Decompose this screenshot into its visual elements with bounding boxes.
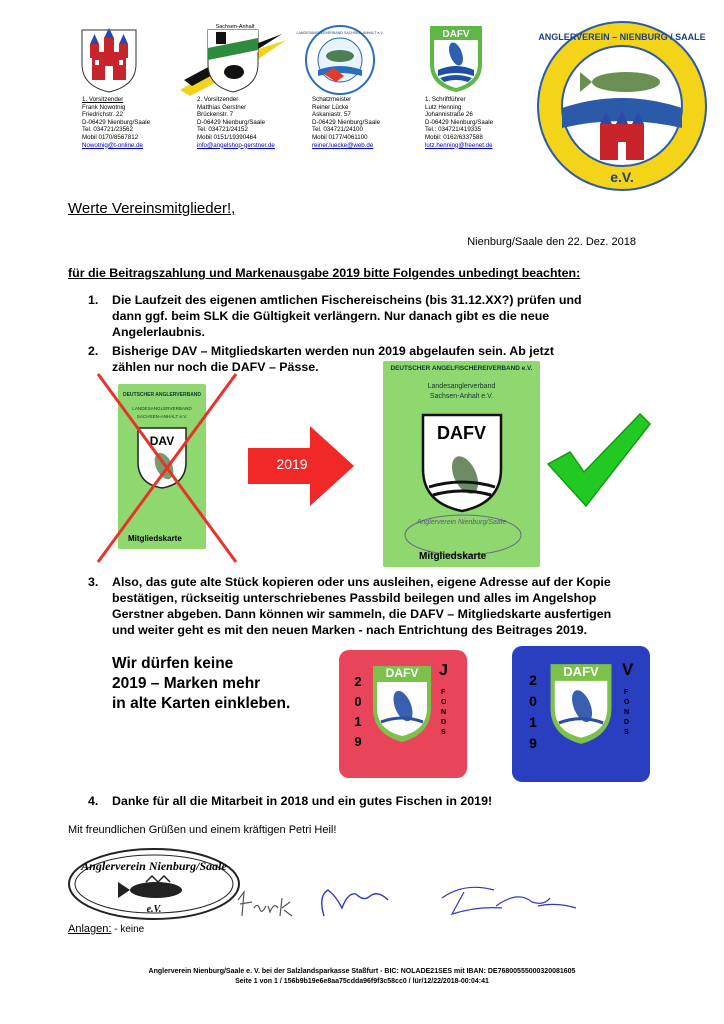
attachments-value: - keine <box>111 924 145 935</box>
list-item-line: Gerstner abgeben. Dann können wir sammeln, die DAFV – Mitgliedskarte ausfertigen <box>112 607 612 621</box>
seal-ring-text: LANDESANGLERVERBAND SACHSEN-ANHALT e.V. <box>296 31 384 35</box>
salutation: Werte Vereinsmitglieder!, <box>68 200 236 217</box>
contact-street: Askaniastr. 57 <box>312 111 351 119</box>
contact-mobile: Mobil 0177/4061100 <box>312 133 368 141</box>
contact-phone: Tel. 034721/24100 <box>312 126 363 134</box>
list-item-number: 4. <box>88 794 99 808</box>
contact-name: Matthias Gerstner <box>197 103 247 111</box>
contact-role: 1. Vorsitzender <box>82 96 124 103</box>
list-item-line: Danke für all die Mitarbeit in 2018 und ein gutes Fischen in 2019! <box>112 794 493 808</box>
stamp-letter: J <box>439 662 448 679</box>
contact-city: D-06429 Nienburg/Saale <box>425 118 494 126</box>
stamp-fonds-letter: S <box>441 729 446 736</box>
contact-role: Schatzmeister <box>312 96 352 103</box>
new-card-line2: Landesanglerverband <box>427 383 496 390</box>
contact-email-link[interactable]: info@angelshop-gerstner.de <box>197 141 275 149</box>
contact-email-link[interactable]: Nowotnig@t-online.de <box>82 141 143 149</box>
stamp-fonds-letter: N <box>624 709 630 716</box>
anglerverein-nienburg-seal <box>534 18 710 194</box>
stamp-note-line: 2019 – Marken mehr <box>112 675 261 692</box>
new-card-line3: Sachsen-Anhalt e.V. <box>429 393 494 400</box>
list-item-line: bestätigen, rückseitig unterschriebenes Passbild beilegen und alles im Angelshop <box>112 591 597 605</box>
list-item-line: zählen nur noch die DAFV – Pässe. <box>112 360 319 374</box>
contact-role: 2. Vorsitzender <box>197 96 239 103</box>
stamp-j-fonds <box>339 650 467 778</box>
contact-mobile: Mobil 0151/19390464 <box>197 133 257 141</box>
stamp-fonds-letter: D <box>624 719 630 726</box>
contact-city: D-06429 Nienburg/Saale <box>197 118 266 126</box>
contact-mobile: Mobil: 0162/6337588 <box>425 133 483 141</box>
list-item-number: 3. <box>88 575 99 589</box>
stamp-fonds <box>624 688 634 738</box>
notice-heading: für die Beitragszahlung und Markenausgabe 2019 bitte Folgendes unbedingt beachten: <box>68 266 581 280</box>
list-item-line: Angelerlaubnis. <box>112 325 205 339</box>
contact-street: Brückenstr. 7 <box>197 111 234 119</box>
old-card-line2: LANDESANGLERVERBAND <box>132 406 192 411</box>
stamp-fonds-letter: F <box>441 689 446 696</box>
stamp-year-digit: 1 <box>354 714 362 729</box>
list-item-line: Also, das gute alte Stück kopieren oder uns ausleihen, eigene Adresse auf der Kopie <box>112 575 611 589</box>
stamp-v-fonds <box>512 646 650 782</box>
stamp-note-line: Wir dürfen keine <box>112 655 234 672</box>
stamp-year-digit: 1 <box>529 714 537 730</box>
list-item-line: dann ggf. beim SLK die Gültigkeit verlängern. Nur danach gibt es die neue <box>112 309 550 323</box>
club-seal-suffix: e.V. <box>610 169 634 185</box>
new-card-logo: DAFV <box>437 423 486 443</box>
sachsen-anhalt-label: Sachsen-Anhalt <box>215 24 255 30</box>
contact-role: 1. Schriftführer <box>425 96 466 103</box>
stamp-logo-text: DAFV <box>385 666 419 680</box>
stamp-fonds-letter: D <box>441 719 447 726</box>
stamp-year <box>351 672 365 752</box>
list-item-text <box>112 292 582 340</box>
checkmark-icon <box>544 410 654 510</box>
list-item-text <box>112 793 492 809</box>
stamp-fonds-letter: N <box>441 709 447 716</box>
dafv-logo <box>428 24 484 94</box>
stamp-year-digit: 0 <box>529 693 537 709</box>
new-card-line1: DEUTSCHER ANGELFISCHEREIVERBAND e.V. <box>390 365 533 372</box>
contact-email-link[interactable]: reiner.luecke@web.de <box>312 141 374 149</box>
attachments-label: Anlagen: <box>68 923 112 935</box>
signature-scribbles <box>232 872 592 924</box>
red-cross-icon <box>92 368 242 568</box>
page-footer: Seite 1 von 1 / 156b9b19e6e8aa75cdda96f9f3c58cc0 / lür/12/22/2018-00:04:41 <box>235 978 489 985</box>
stamp-note <box>112 654 332 714</box>
stamp-fonds-letter: O <box>624 699 630 706</box>
contact-phone: Tel. 034721/24152 <box>197 126 248 134</box>
stamp-fonds-letter: S <box>624 729 629 736</box>
contact-phone: Tel.: 034721/419335 <box>425 126 482 134</box>
stamp-fonds <box>441 688 451 738</box>
contact-vorsitzender-2 <box>197 96 307 149</box>
dafv-logo-text: DAFV <box>442 29 470 40</box>
contact-mobile: Mobil 0170/8567812 <box>82 133 139 141</box>
arrow-label: 2019 <box>276 456 308 472</box>
dateline: Nienburg/Saale den 22. Dez. 2018 <box>467 236 636 248</box>
sachsen-anhalt-crest <box>178 20 288 96</box>
club-signature-stamp <box>66 846 242 922</box>
list-item-line: Bisherige DAV – Mitgliedskarten werden nun 2019 abgelaufen sein. Ab jetzt <box>112 344 555 358</box>
club-seal-text: ANGLERVEREIN – NIENBURG / SAALE <box>538 32 706 42</box>
stamp-letter: V <box>622 660 634 679</box>
attachments-line <box>68 923 144 935</box>
list-item-line: Die Laufzeit des eigenen amtlichen Fischereischeins (bis 31.12.XX?) prüfen und <box>112 293 582 307</box>
signature-stamp-top: Anglerverein Nienburg/Saale <box>81 859 227 873</box>
contact-phone: Tel. 034721/23562 <box>82 126 133 134</box>
contact-city: D-06429 Nienburg/Saale <box>82 118 151 126</box>
stamp-fonds-letter: O <box>441 699 447 706</box>
stamp-logo-text: DAFV <box>563 664 599 679</box>
contact-schatzmeister <box>312 96 422 149</box>
signature-stamp-bottom: e.V. <box>146 904 162 915</box>
stamp-year-digit: 9 <box>529 735 537 751</box>
stamp-year-digit: 2 <box>354 674 362 689</box>
contact-schriftfuehrer <box>425 96 535 149</box>
list-item-number: 2. <box>88 344 99 358</box>
stamp-year-digit: 0 <box>354 694 362 709</box>
contact-name: Frank Nowotnig <box>82 103 126 111</box>
nienburg-crest <box>78 26 140 94</box>
new-dafv-card <box>383 361 540 567</box>
greeting: Mit freundlichen Grüßen und einem kräftigen Petri Heil! <box>68 824 337 836</box>
contact-vorsitzender-1 <box>82 96 192 149</box>
stamp-fonds-letter: F <box>624 689 629 696</box>
list-item-text <box>112 574 611 638</box>
old-card-line3: SACHSEN-ANHALT e.V. <box>136 414 188 419</box>
contact-name: Reiner Lücke <box>312 103 349 111</box>
contact-street: Johannistraße 26 <box>425 111 473 119</box>
list-item-line: und weiter geht es mit den neuen Marken - nach Entrichtung des Beitrages 2019. <box>112 623 588 637</box>
new-card-footer: Mitgliedskarte <box>419 551 487 562</box>
contact-city: D-06429 Nienburg/Saale <box>312 118 381 126</box>
stamp-note-line: in alte Karten einkleben. <box>112 695 291 712</box>
old-card-logo: DAV <box>149 434 175 448</box>
contact-street: Friedrichstr. 22 <box>82 111 123 119</box>
bank-footer: Anglerverein Nienburg/Saale e. V. bei der Salzlandsparkasse Staßfurt - BIC: NOLADE21SES mit IBAN: DE76800555000320081605 <box>148 968 576 975</box>
old-card-line1: DEUTSCHER ANGLERVERBAND <box>122 392 202 398</box>
old-card-footer: Mitgliedskarte <box>128 534 182 543</box>
new-card-stamp-text: Anglerverein Nienburg/Saale <box>416 519 507 526</box>
stamp-year-digit: 2 <box>529 672 537 688</box>
stamp-year <box>526 670 540 754</box>
contact-email-link[interactable]: lutz.henning@freenet.de <box>425 141 493 149</box>
stamp-year-digit: 9 <box>354 734 362 749</box>
list-item-number: 1. <box>88 293 99 307</box>
landesanglerverband-seal <box>296 24 384 96</box>
contact-name: Lutz Henning <box>425 103 462 111</box>
